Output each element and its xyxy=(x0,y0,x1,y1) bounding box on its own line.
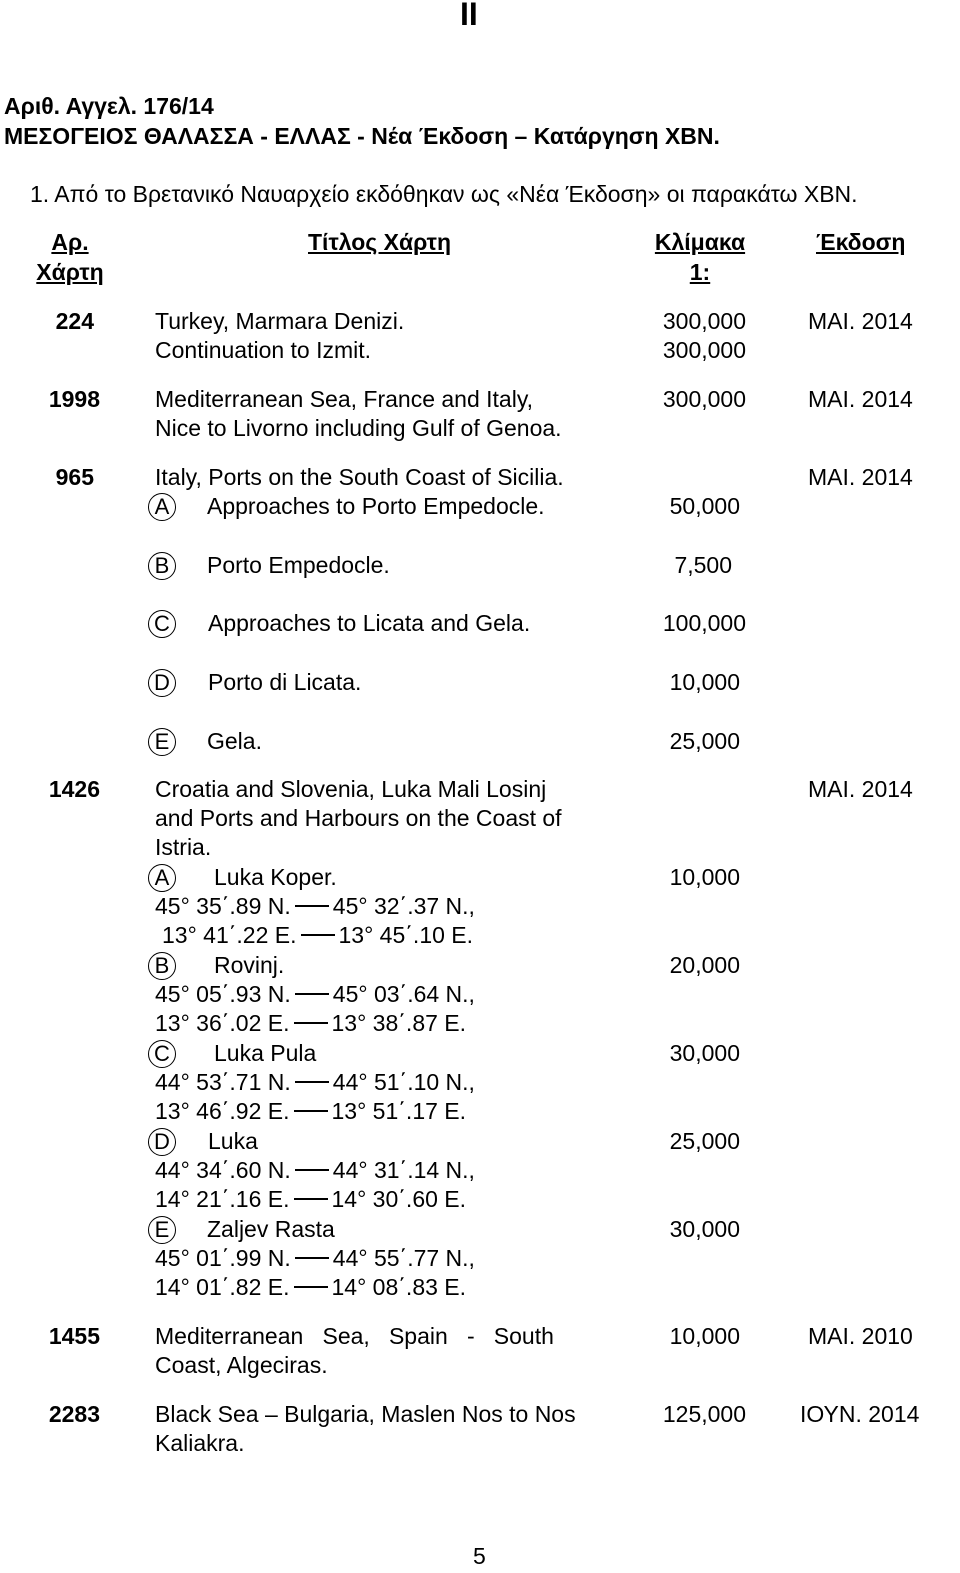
panel-letter-badge: E xyxy=(148,728,176,756)
chart-edition: ΜΑΙ. 2014 xyxy=(808,776,913,802)
panel-name: Luka Pula xyxy=(214,1040,317,1066)
panel-letter-badge: E xyxy=(148,1216,176,1244)
chart-title-line: Continuation to Izmit. xyxy=(155,337,372,363)
longitude-from: 13° 41΄.22 E. xyxy=(162,922,297,948)
panel-scale: 25,000 xyxy=(669,728,740,754)
chart-edition: ΜΑΙ. 2010 xyxy=(808,1323,913,1349)
panel-name: Approaches to Porto Empedocle. xyxy=(207,493,545,519)
panel-letter-badge: C xyxy=(148,1040,176,1068)
chart-edition: ΙΟΥΝ. 2014 xyxy=(800,1401,920,1427)
panel-latitude xyxy=(155,892,475,921)
panel-letter-badge: B xyxy=(148,952,176,980)
longitude-to: 14° 30΄.60 E. xyxy=(331,1186,467,1212)
panel-letter-badge: B xyxy=(148,552,176,580)
longitude-from: 14° 21΄.16 E. xyxy=(155,1186,290,1212)
panel-scale: 50,000 xyxy=(669,493,740,519)
panel-latitude xyxy=(155,980,475,1009)
chart-number: 1455 xyxy=(48,1323,100,1349)
chart-scale: 125,000 xyxy=(662,1401,746,1427)
panel-longitude xyxy=(162,921,473,950)
notice-heading: ΜΕΣΟΓΕΙΟΣ ΘΑΛΑΣΣΑ - ΕΛΛΑΣ - Νέα Έκδοση – Κατάργηση ΧΒΝ. xyxy=(4,123,720,149)
panel-letter-badge: D xyxy=(148,1128,176,1156)
panel-letter-badge: D xyxy=(148,669,176,697)
col-header-scale-line2: 1: xyxy=(689,259,711,285)
chart-number: 1426 xyxy=(48,776,100,802)
chart-edition: ΜΑΙ. 2014 xyxy=(808,464,913,490)
panel-latitude xyxy=(155,1156,475,1185)
range-dash xyxy=(294,1022,328,1024)
chart-number: 1998 xyxy=(48,386,100,412)
longitude-to: 14° 08΄.83 E. xyxy=(331,1274,467,1300)
panel-scale: 30,000 xyxy=(669,1216,740,1242)
chart-title-line: Kaliakra. xyxy=(155,1430,245,1456)
col-header-chart-no-line1: Αρ. xyxy=(51,229,89,255)
panel-scale: 7,500 xyxy=(674,552,732,578)
chart-number: 965 xyxy=(55,464,94,490)
top-marker: II xyxy=(460,0,478,32)
chart-title-line: Italy, Ports on the South Coast of Sicilia. xyxy=(155,464,564,490)
panel-name: Rovinj. xyxy=(214,952,285,978)
range-dash xyxy=(301,934,335,936)
range-dash xyxy=(295,1257,329,1259)
range-dash xyxy=(294,1286,328,1288)
longitude-to: 13° 45΄.10 E. xyxy=(338,922,474,948)
col-header-title: Τίτλος Χάρτη xyxy=(308,229,451,255)
chart-title-line: Black Sea – Bulgaria, Maslen Nos to Nos xyxy=(155,1401,576,1427)
panel-longitude xyxy=(155,1185,466,1214)
chart-title-line: Istria. xyxy=(155,834,212,860)
panel-name: Zaljev Rasta xyxy=(207,1216,335,1242)
col-header-scale-line1: Κλίμακα xyxy=(654,229,746,255)
panel-scale: 25,000 xyxy=(669,1128,740,1154)
range-dash xyxy=(294,1110,328,1112)
chart-title-line: and Ports and Harbours on the Coast of xyxy=(155,805,562,831)
chart-title-line: Mediterranean Sea, France and Italy, xyxy=(155,386,534,412)
range-dash xyxy=(295,905,329,907)
chart-number: 224 xyxy=(55,308,94,334)
panel-name: Luka Koper. xyxy=(214,864,337,890)
chart-edition: ΜΑΙ. 2014 xyxy=(808,308,913,334)
latitude-to: 44° 55΄.77 N., xyxy=(332,1245,475,1271)
panel-letter-badge: A xyxy=(148,493,176,521)
chart-scale: 300,000 xyxy=(662,308,746,334)
range-dash xyxy=(295,993,329,995)
intro-text: 1. Από το Βρετανικό Ναυαρχείο εκδόθηκαν ως «Νέα Έκδοση» οι παρακάτω ΧΒΝ. xyxy=(30,181,858,207)
panel-name: Porto Empedocle. xyxy=(207,552,390,578)
col-header-chart-no-line2: Χάρτη xyxy=(36,259,104,285)
panel-longitude xyxy=(155,1097,466,1126)
panel-scale: 10,000 xyxy=(669,864,740,890)
chart-edition: ΜΑΙ. 2014 xyxy=(808,386,913,412)
chart-title-line: Coast, Algeciras. xyxy=(155,1352,328,1378)
latitude-from: 45° 35΄.89 N. xyxy=(155,893,291,919)
chart-scale: 300,000 xyxy=(662,386,746,412)
panel-name: Approaches to Licata and Gela. xyxy=(208,610,531,636)
longitude-to: 13° 51΄.17 E. xyxy=(331,1098,467,1124)
latitude-to: 45° 03΄.64 N., xyxy=(332,981,475,1007)
chart-scale: 300,000 xyxy=(662,337,746,363)
latitude-from: 45° 01΄.99 N. xyxy=(155,1245,291,1271)
panel-latitude xyxy=(155,1244,475,1273)
range-dash xyxy=(295,1169,329,1171)
latitude-from: 45° 05΄.93 N. xyxy=(155,981,291,1007)
panel-name: Porto di Licata. xyxy=(208,669,362,695)
longitude-from: 14° 01΄.82 E. xyxy=(155,1274,290,1300)
panel-scale: 10,000 xyxy=(669,669,740,695)
col-header-edition: Έκδοση xyxy=(816,229,906,255)
latitude-to: 45° 32΄.37 N., xyxy=(332,893,475,919)
panel-latitude xyxy=(155,1068,475,1097)
panel-longitude xyxy=(155,1273,466,1302)
panel-longitude xyxy=(155,1009,466,1038)
panel-letter-badge: A xyxy=(148,864,176,892)
panel-name: Gela. xyxy=(207,728,262,754)
latitude-to: 44° 31΄.14 N., xyxy=(332,1157,475,1183)
chart-title-line: Mediterranean Sea, Spain - South xyxy=(155,1323,554,1349)
panel-scale: 100,000 xyxy=(662,610,746,636)
panel-scale: 30,000 xyxy=(669,1040,740,1066)
chart-scale: 10,000 xyxy=(669,1323,740,1349)
page-number: 5 xyxy=(473,1543,486,1569)
chart-title-line: Croatia and Slovenia, Luka Mali Losinj xyxy=(155,776,547,802)
longitude-from: 13° 36΄.02 E. xyxy=(155,1010,290,1036)
range-dash xyxy=(294,1198,328,1200)
latitude-to: 44° 51΄.10 N., xyxy=(332,1069,475,1095)
panel-letter-badge: C xyxy=(148,610,176,638)
panel-scale: 20,000 xyxy=(669,952,740,978)
chart-title-line: Nice to Livorno including Gulf of Genoa. xyxy=(155,415,562,441)
latitude-from: 44° 34΄.60 N. xyxy=(155,1157,291,1183)
longitude-to: 13° 38΄.87 E. xyxy=(331,1010,467,1036)
panel-name: Luka xyxy=(208,1128,258,1154)
notice-number: Αριθ. Αγγελ. 176/14 xyxy=(4,93,214,119)
range-dash xyxy=(295,1081,329,1083)
chart-number: 2283 xyxy=(48,1401,100,1427)
longitude-from: 13° 46΄.92 E. xyxy=(155,1098,290,1124)
latitude-from: 44° 53΄.71 N. xyxy=(155,1069,291,1095)
chart-title-line: Turkey, Marmara Denizi. xyxy=(155,308,405,334)
